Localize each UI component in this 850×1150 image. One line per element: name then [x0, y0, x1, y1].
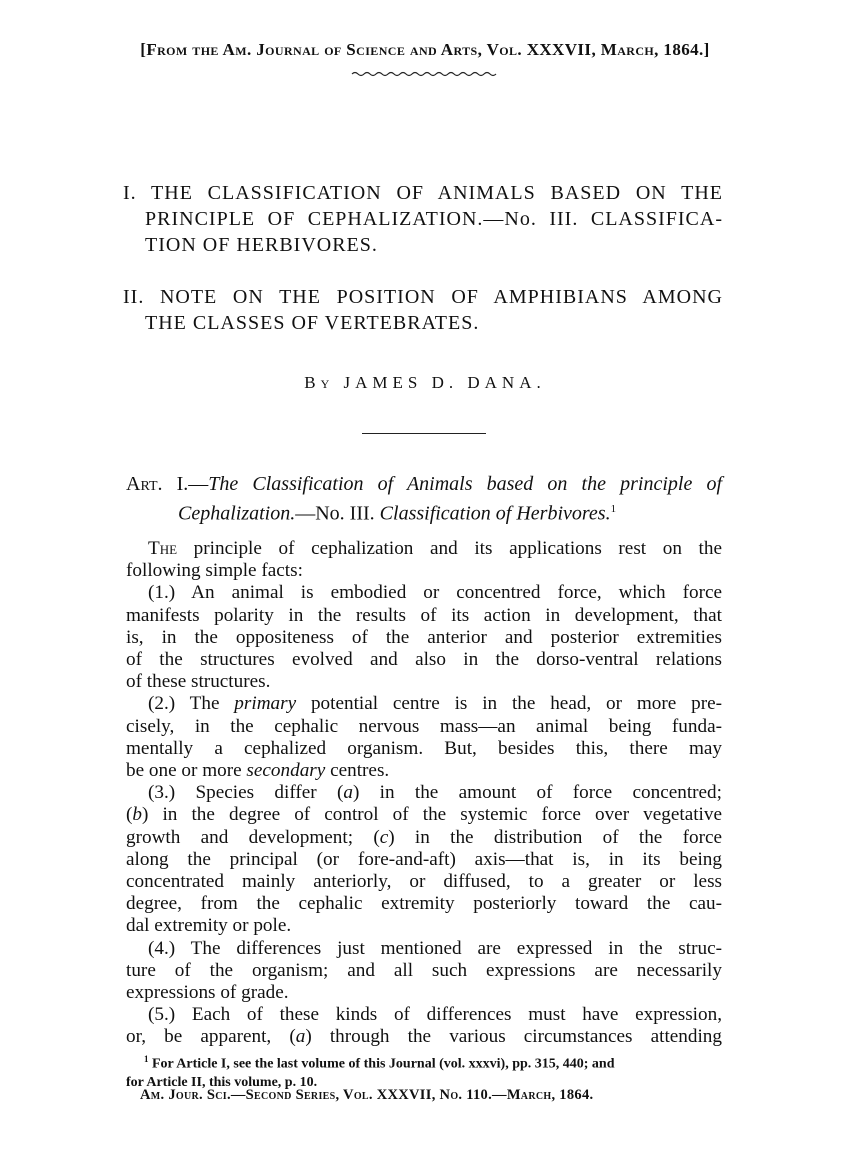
footnote-line-2: for Article II, this volume, p. 10. — [126, 1074, 318, 1090]
body-line — [126, 782, 722, 804]
body-line: (1.) An animal is embodied or concentred force, which force — [148, 582, 722, 604]
body-italic: secondary — [246, 760, 326, 782]
drop-word: The — [148, 538, 178, 559]
footnote-line-1: For Article I, see the last volume of this Journal (vol. xxxvi), pp. 315, 440; and — [148, 1056, 615, 1072]
body-line — [126, 760, 722, 782]
article-footnote-marker: 1 — [610, 503, 617, 515]
body-line: is, in the oppositeness of the anterior and posterior extremities — [126, 626, 722, 648]
body-line: of the structures evolved and also in the dorso-ventral relations — [126, 649, 722, 671]
title-two — [123, 284, 723, 336]
body-italic: b — [132, 804, 142, 826]
body-text-span: centres. — [325, 760, 390, 782]
title-one-line-3: TION OF HERBIVORES. — [145, 234, 378, 256]
body-text-span: (2.) The — [148, 693, 235, 715]
body-line: along the principal (or fore-and-aft) axis—that is, in its being — [126, 848, 722, 870]
body-italic: c — [379, 826, 389, 848]
title-one — [123, 180, 723, 258]
body-line: mentally a cephalized organism. But, besides this, there may — [126, 737, 722, 759]
title-one-line-1: I. THE CLASSIFICATION OF ANIMALS BASED ON THE — [123, 182, 723, 204]
article-heading-cephalization: Cephalization. — [178, 502, 296, 525]
body-text-span: ) through the various circumstances attending — [305, 1026, 722, 1048]
body-line — [126, 1026, 722, 1048]
body-text-span: be one or more — [126, 760, 247, 782]
article-heading-subtitle: Classification of Herbivores. — [379, 502, 611, 525]
body-text-span: ( — [126, 804, 133, 826]
article-heading-title-line-1: The Classification of Animals based on the principle of — [208, 473, 722, 495]
body-line: concentrated mainly anteriorly, or diffused, to a greater or less — [126, 871, 722, 893]
body-line: dal extremity or pole. — [126, 915, 292, 937]
body-text-span: ) in the distribution of the force — [388, 826, 722, 848]
body-line: manifests polarity in the results of its action in development, that — [126, 604, 722, 626]
body-text-span: principle of cephalization and its applications rest on the — [177, 538, 722, 559]
body-line — [126, 804, 722, 826]
footnote — [126, 1050, 722, 1092]
body-text-span: potential centre is in the head, or more pre- — [296, 693, 722, 715]
body-line: following simple facts: — [126, 560, 303, 582]
body-line — [126, 538, 722, 560]
article-heading — [126, 472, 722, 527]
section-rule — [362, 433, 486, 434]
body-text-span: ) in the amount of force concentred; — [352, 782, 722, 804]
body-text-span: ) in the degree of control of the systemic force over vegetative — [141, 804, 722, 826]
article-heading-number: —No. III. — [295, 502, 380, 525]
ornament-wavy-rule — [350, 70, 498, 78]
body-italic: a — [343, 782, 353, 804]
body-line: (4.) The differences just mentioned are expressed in the struc- — [148, 937, 722, 959]
body-line: of these structures. — [126, 671, 271, 693]
journal-footer: Am. Jour. Sci.—Second Series, Vol. XXXVII, No. 110.—March, 1864. — [140, 1087, 594, 1103]
body-line: (5.) Each of these kinds of differences must have expression, — [148, 1004, 722, 1026]
body-text-span: (3.) Species differ ( — [148, 782, 344, 804]
body-text-span: or, be apparent, ( — [126, 1026, 296, 1048]
article-heading-prefix: Art. I.— — [126, 473, 209, 495]
title-one-line-2: PRINCIPLE OF CEPHALIZATION.—No. III. CLASSIFICA- — [145, 208, 723, 230]
body-line: ture of the organism; and all such expressions are necessarily — [126, 959, 722, 981]
body-line: cisely, in the cephalic nervous mass—an animal being funda- — [126, 715, 722, 737]
byline: By JAMES D. DANA. — [304, 373, 546, 392]
body-line — [126, 693, 722, 715]
body-italic: a — [295, 1026, 306, 1048]
body-line — [126, 827, 722, 849]
body-text-span: growth and development; ( — [126, 826, 380, 848]
title-two-line-1: II. NOTE ON THE POSITION OF AMPHIBIANS AMONG — [123, 286, 723, 308]
body-line: expressions of grade. — [126, 982, 289, 1004]
source-note: [From the Am. Journal of Science and Arts, Vol. XXXVII, March, 1864.] — [140, 40, 710, 59]
body-line: degree, from the cephalic extremity posteriorly toward the cau- — [126, 893, 722, 915]
article-body — [126, 538, 722, 1049]
body-italic: primary — [234, 693, 297, 715]
title-two-line-2: THE CLASSES OF VERTEBRATES. — [145, 312, 480, 334]
footnote-marker: 1 — [144, 1054, 149, 1064]
